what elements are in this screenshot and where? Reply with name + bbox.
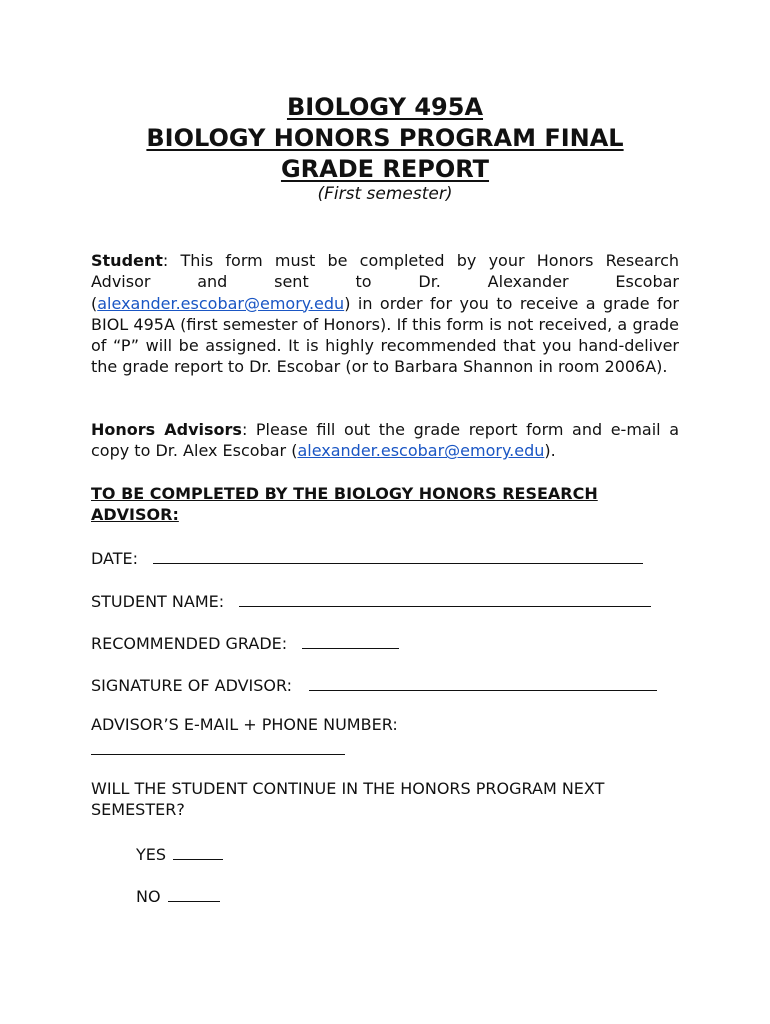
recommended-grade-label: RECOMMENDED GRADE: [91,634,288,653]
advisor-contact-field [91,714,398,735]
advisors-label: Honors Advisors [91,420,242,439]
no-blank[interactable] [168,883,220,902]
title-report: GRADE REPORT [280,155,490,183]
student-name-field [91,588,651,612]
escobar-email-link[interactable]: alexander.escobar@emory.edu [97,293,345,313]
date-field [91,545,643,569]
escobar-email-link-2[interactable]: alexander.escobar@emory.edu [297,441,545,461]
student-label: Student [91,251,163,270]
recommended-grade-field [91,630,399,654]
subtitle: (First semester) [317,184,453,204]
no-label: NO [136,887,161,906]
title-program: BIOLOGY HONORS PROGRAM FINAL [146,124,624,152]
yes-label: YES [136,845,167,864]
date-blank[interactable] [153,545,643,564]
advisor-contact-blank[interactable] [91,736,345,755]
signature-label: SIGNATURE OF ADVISOR: [91,676,293,695]
document-title [0,92,770,185]
student-text-a: : This form must be completed by your Honors Research Advisor and sent to Dr. Alexander Escobar ( [91,251,679,313]
yes-blank[interactable] [173,841,223,860]
advisor-instructions [91,419,679,462]
student-text-b: ) in order for you to receive a grade for BIOL 495A (first semester of Honors). If this form is not received, a grade of “P” will be assigned. It is highly recommended that you hand-deliver the grade report to Dr. Escobar (or to Barbara Shannon in room 2006A). [91,293,679,377]
signature-field [91,672,657,696]
student-name-blank[interactable] [239,588,651,607]
student-instructions [91,250,679,378]
advisors-text-b: ). [544,441,556,461]
signature-blank[interactable] [309,672,657,691]
continue-question: WILL THE STUDENT CONTINUE IN THE HONORS PROGRAM NEXT SEMESTER? [91,779,605,820]
advisor-contact-line [91,736,345,760]
advisor-contact-label: ADVISOR’S E-MAIL + PHONE NUMBER: [91,715,398,734]
advisors-text-a: : Please fill out the grade report form and e-mail a copy to Dr. Alex Escobar ( [91,420,679,461]
date-label: DATE: [91,549,139,568]
no-option [136,883,220,906]
title-course: BIOLOGY 495A [286,93,484,121]
section-heading: TO BE COMPLETED BY THE BIOLOGY HONORS RESEARCH ADVISOR: [91,484,598,524]
recommended-grade-blank[interactable] [302,630,399,649]
student-name-label: STUDENT NAME: [91,592,225,611]
yes-option [136,841,223,864]
